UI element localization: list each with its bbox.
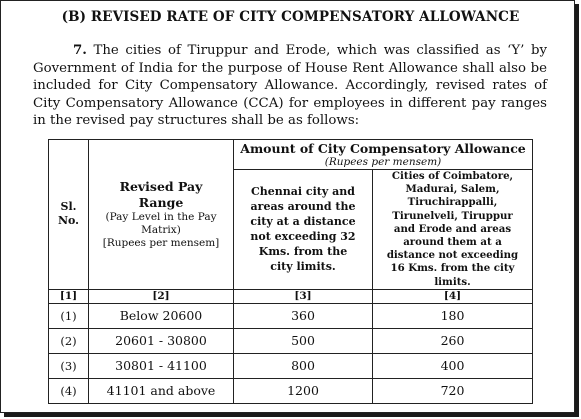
column-index: [4] [373, 289, 533, 303]
header-other-line: Cities of Coimbatore, [391, 170, 514, 182]
header-sl-no [49, 140, 89, 290]
header-sl-line2: No. [57, 214, 80, 228]
header-other-line: and Erode and areas [393, 222, 512, 235]
header-pay-sub1: (Pay Level in the Pay [105, 210, 217, 223]
cell-pay-range: Below 20600 [89, 303, 234, 328]
cell-other-cities: 400 [373, 353, 533, 378]
header-chennai-line: areas around the [250, 200, 356, 214]
cell-other-cities: 720 [373, 378, 533, 403]
table-row [49, 328, 533, 353]
header-amount [234, 140, 533, 170]
cell-chennai: 360 [234, 303, 373, 328]
header-amount-unit: (Rupees per mensem) [324, 156, 442, 168]
header-chennai-line: city limits. [270, 260, 336, 274]
header-chennai-line: Chennai city and [251, 185, 355, 199]
cell-sl: (4) [49, 378, 89, 403]
header-other-line: Madurai, Salem, [405, 183, 500, 196]
header-chennai-line: city at a distance [250, 215, 356, 229]
table-row [49, 378, 533, 403]
column-index: [2] [89, 289, 234, 303]
header-chennai-line: Kms. from the [258, 245, 348, 259]
header-pay-line2: Range [138, 194, 184, 210]
column-index: [3] [234, 289, 373, 303]
paragraph-text: The cities of Tiruppur and Erode, which was classified as ‘Y’ by Government of India for the purpose of House Rent Allowance shall also be included for City Compensatory Allowance. Accordingly, revised rates of City Compensatory Allowance (CCA) for employees in different pay ranges in the revised pay structures shall be as follows: [33, 43, 547, 129]
cell-sl: (1) [49, 303, 89, 328]
header-pay-range [89, 140, 234, 290]
header-pay-sub2: Matrix) [141, 223, 181, 236]
cell-pay-range: 41101 and above [89, 378, 234, 403]
cell-other-cities: 180 [373, 303, 533, 328]
table-row [49, 353, 533, 378]
header-other-line: around them at a [403, 236, 502, 249]
cell-chennai: 1200 [234, 378, 373, 403]
paragraph-7 [33, 42, 547, 130]
cca-rate-table [48, 139, 533, 404]
header-sl-line1: Sl. [60, 200, 77, 214]
header-pay-line1: Revised Pay [119, 178, 203, 194]
cell-chennai: 500 [234, 328, 373, 353]
cell-pay-range: 20601 - 30800 [89, 328, 234, 353]
header-chennai [234, 170, 373, 290]
header-other-line: limits. [434, 275, 471, 288]
section-heading: (B) REVISED RATE OF CITY COMPENSATORY ALLOWANCE [61, 9, 520, 25]
cell-other-cities: 260 [373, 328, 533, 353]
header-other-line: Tirunelveli, Tiruppur [392, 209, 513, 222]
paragraph-number: 7. [73, 43, 87, 58]
header-other-line: 16 Kms. from the city [390, 262, 515, 275]
header-other-cities [373, 170, 533, 290]
header-amount-title: Amount of City Compensatory Allowance [240, 141, 526, 156]
cell-pay-range: 30801 - 41100 [89, 353, 234, 378]
cell-sl: (2) [49, 328, 89, 353]
header-chennai-line: not exceeding 32 [250, 230, 356, 244]
cell-chennai: 800 [234, 353, 373, 378]
header-other-line: Tiruchirappalli, [407, 196, 498, 209]
column-index: [1] [49, 289, 89, 303]
cell-sl: (3) [49, 353, 89, 378]
header-pay-sub3: [Rupees per mensem] [102, 236, 220, 249]
header-other-line: distance not exceeding [386, 249, 519, 262]
table-row [49, 303, 533, 328]
